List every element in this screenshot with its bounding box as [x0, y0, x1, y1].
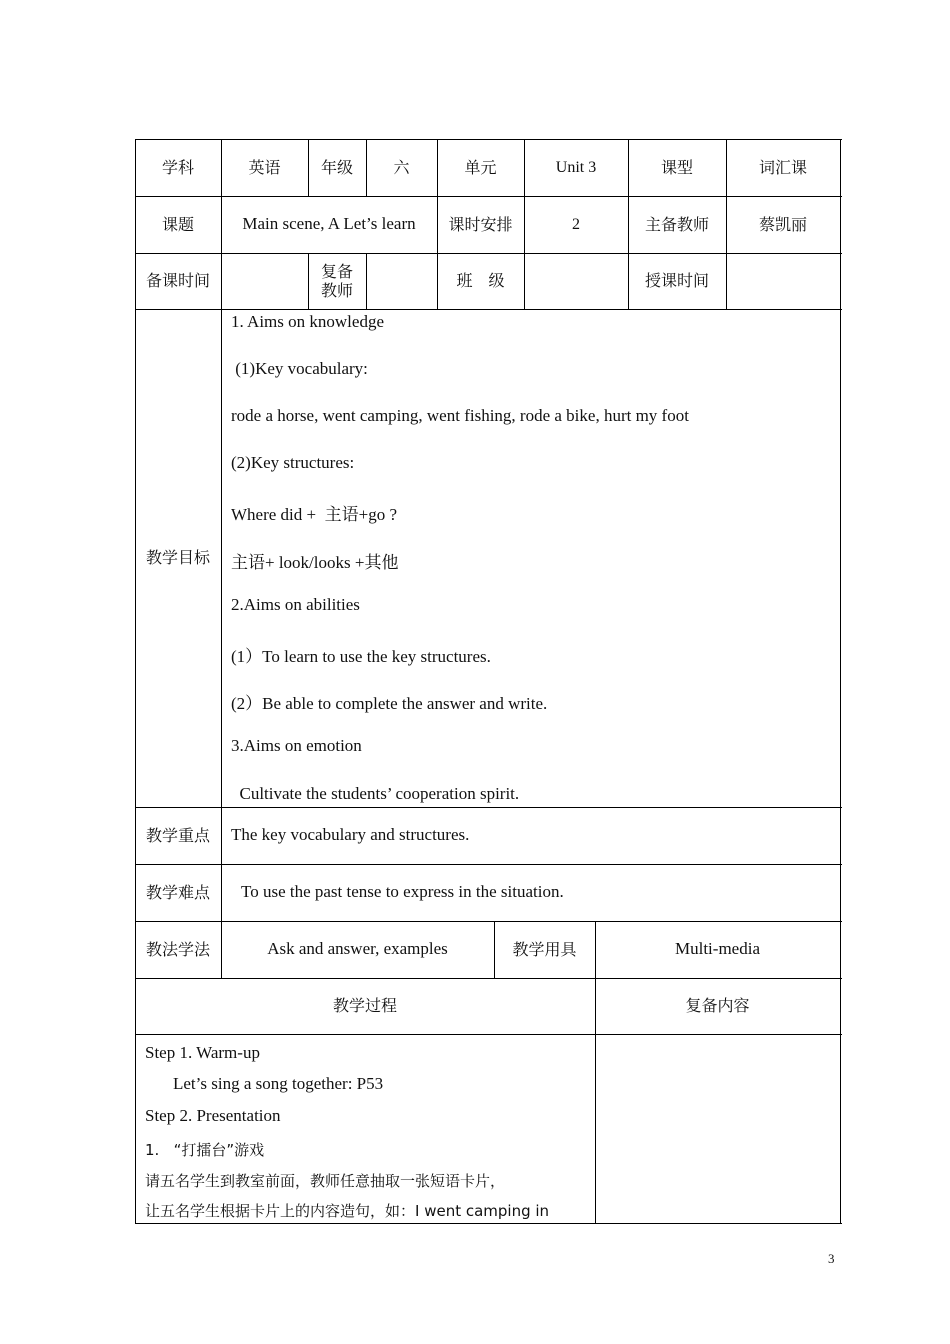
objective-line: 主语+ look/looks +其他	[231, 553, 399, 572]
process-line: Step 2. Presentation	[145, 1106, 281, 1125]
grade-value: 六	[393, 157, 410, 177]
teacher-label: 主备教师	[644, 214, 709, 234]
objective-line: 2.Aims on abilities	[231, 595, 360, 614]
page-number: 3	[828, 1251, 835, 1266]
process-line: 1. “打擂台”游戏	[145, 1141, 265, 1159]
teach-time-label: 授课时间	[644, 271, 709, 291]
key-points-value: The key vocabulary and structures.	[231, 825, 470, 845]
objectives-label: 教学目标	[145, 548, 210, 568]
tools-label: 教学用具	[512, 939, 577, 959]
type-value: 词汇课	[758, 157, 807, 177]
objective-line: (2）Be able to complete the answer and write.	[231, 694, 548, 713]
review-teacher-label-line1: 复备	[320, 261, 353, 281]
class-value	[524, 253, 628, 309]
teacher-value: 蔡凯丽	[758, 214, 807, 234]
methods-value: Ask and answer, examples	[267, 939, 448, 959]
objective-line: 1. Aims on knowledge	[231, 312, 384, 331]
hours-value: 2	[572, 215, 580, 233]
topic-label: 课题	[161, 214, 194, 234]
difficulties-value: To use the past tense to express in the situation.	[241, 882, 564, 902]
process-line: 请五名学生到教室前面，教师任意抽取一张短语卡片，	[145, 1172, 506, 1190]
objective-line: (1)Key vocabulary:	[231, 359, 368, 378]
type-label: 课型	[660, 157, 693, 177]
topic-value: Main scene, A Let’s learn	[242, 214, 416, 234]
grade-label: 年级	[320, 157, 353, 177]
prep-time-label: 备课时间	[145, 271, 210, 291]
methods-label: 教法学法	[145, 939, 210, 959]
review-teacher-value	[366, 253, 437, 309]
process-line: Let’s sing a song together: P53	[173, 1074, 384, 1093]
process-line: 让五名学生根据卡片上的内容造句，如：I went camping in	[145, 1202, 550, 1220]
objective-line: Cultivate the students’ cooperation spirit.	[231, 784, 520, 803]
subject-label: 学科	[161, 157, 194, 177]
process-header: 教学过程	[332, 996, 397, 1016]
objective-line: (1）To learn to use the key structures.	[231, 647, 491, 666]
unit-value: Unit 3	[555, 158, 597, 176]
review-content-header: 复备内容	[685, 996, 750, 1016]
objective-line: Where did + 主语+go ?	[231, 505, 397, 524]
unit-label: 单元	[464, 157, 497, 177]
objective-line: (2)Key structures:	[231, 453, 355, 472]
prep-time-value	[221, 253, 308, 309]
key-points-label: 教学重点	[145, 825, 210, 845]
review-teacher-label	[308, 253, 366, 309]
hours-label: 课时安排	[448, 214, 513, 234]
teach-time-value	[726, 253, 840, 309]
class-label: 班 级	[456, 271, 505, 291]
difficulties-label: 教学难点	[145, 882, 210, 902]
process-line: Step 1. Warm-up	[145, 1043, 260, 1062]
review-teacher-label-line2: 教师	[320, 281, 353, 300]
subject-value: 英语	[248, 157, 281, 177]
objective-line: rode a horse, went camping, went fishing, rode a bike, hurt my foot	[231, 406, 689, 425]
objective-line: 3.Aims on emotion	[231, 736, 362, 755]
tools-value: Multi-media	[675, 939, 760, 959]
